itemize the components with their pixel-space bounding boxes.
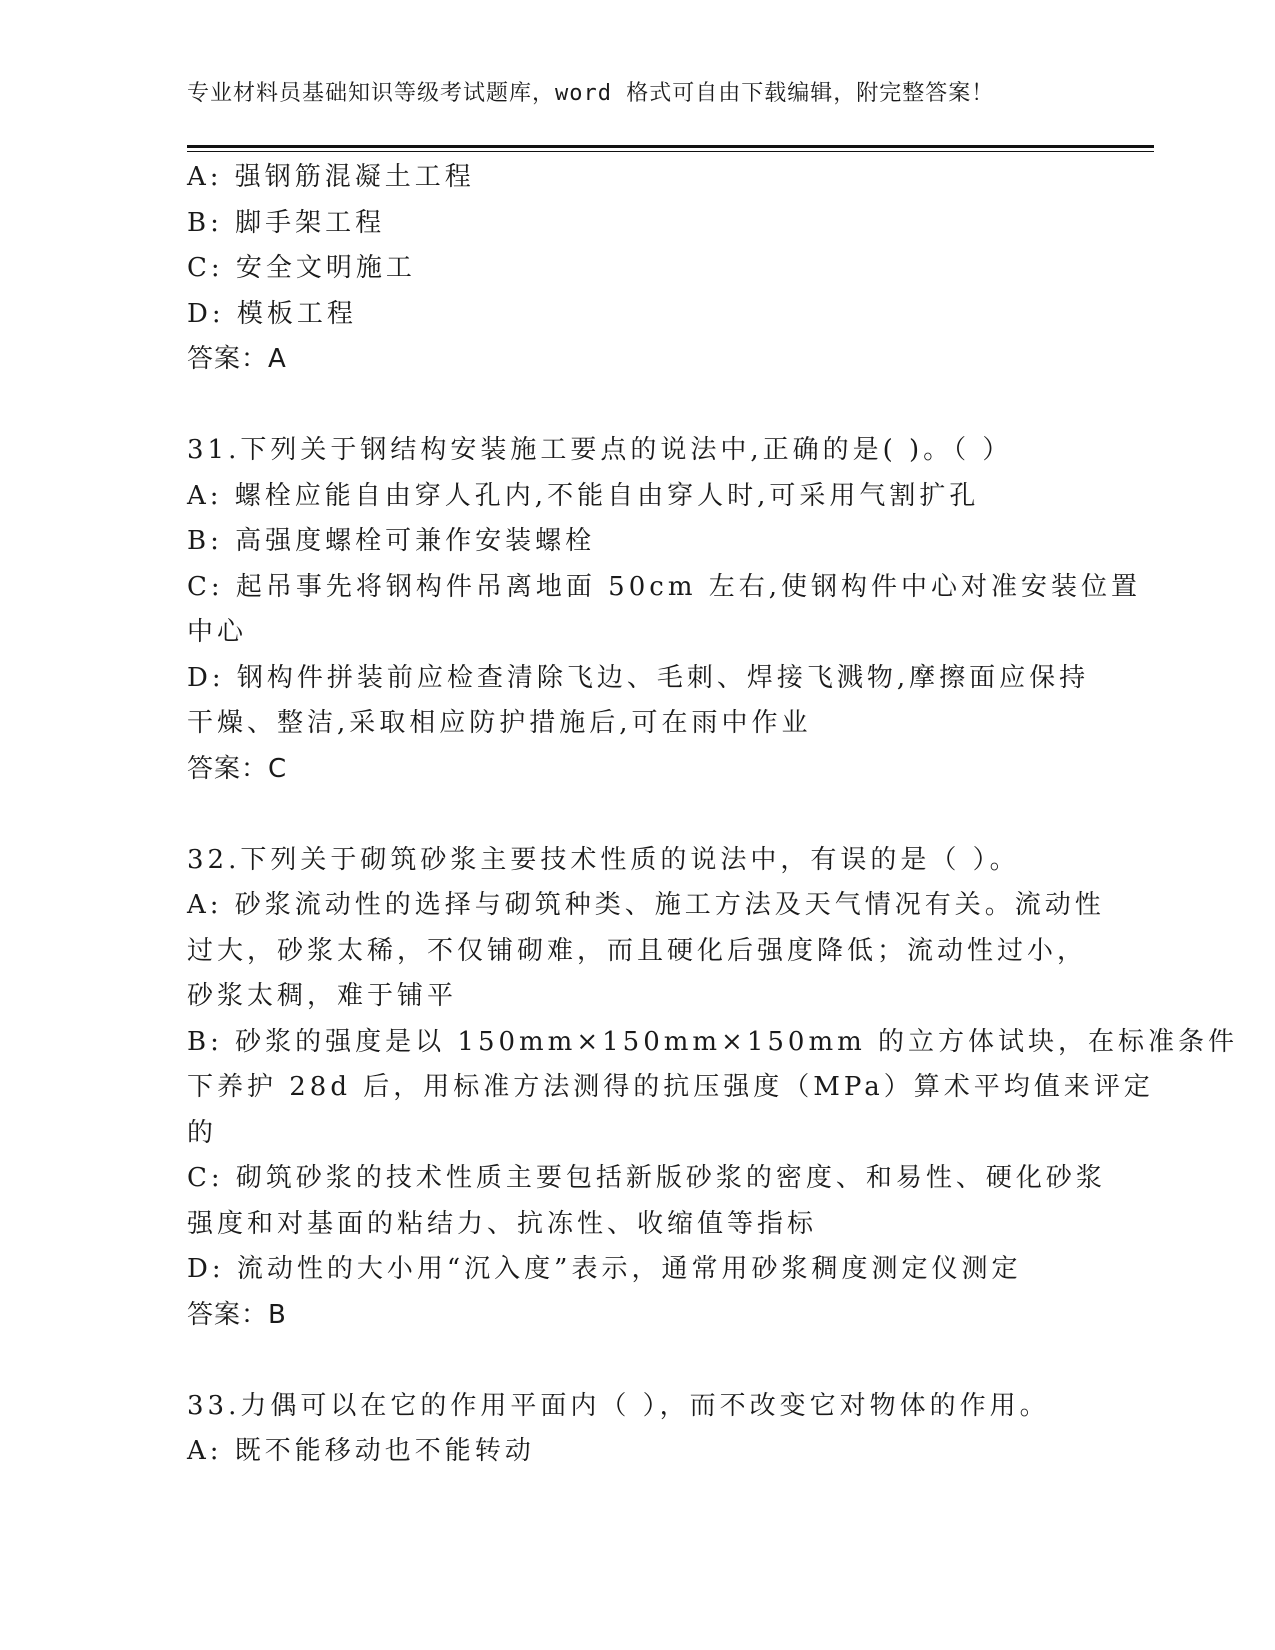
option-b: B: 高强度螺栓可兼作安装螺栓 xyxy=(187,526,596,556)
option-c-continued: 强度和对基面的粘结力、抗冻性、收缩值等指标 xyxy=(187,1208,818,1239)
spacer xyxy=(187,1338,1087,1384)
question-33 xyxy=(187,1384,1087,1475)
question-text: 33.力偶可以在它的作用平面内（ ），而不改变它对物体的作用。 xyxy=(187,1390,1050,1421)
question-text: 31.下列关于钢结构安装施工要点的说法中,正确的是( )。（ ） xyxy=(187,435,1013,465)
question-31 xyxy=(187,428,1142,792)
option-c: C: 安全文明施工 xyxy=(187,253,416,283)
answer-label: 答案：A xyxy=(187,344,287,374)
option-a: A: 既不能移动也不能转动 xyxy=(187,1436,535,1466)
option-b: B: 砂浆的强度是以 150mm×150mm×150mm 的立方体试块，在标准条件 xyxy=(187,1026,1239,1057)
spacer xyxy=(187,792,1087,838)
option-c: C: 起吊事先将钢构件吊离地面 50cm 左右,使钢构件中心对准安装位置 xyxy=(187,571,1142,602)
option-b: B: 脚手架工程 xyxy=(187,207,386,238)
header-rule-thick xyxy=(187,145,1154,148)
answer-label: 答案：B xyxy=(187,1299,287,1330)
spacer xyxy=(187,383,1087,429)
option-d: D: 模板工程 xyxy=(187,298,357,329)
option-c-continued: 中心 xyxy=(187,617,248,647)
option-b-continued: 的 xyxy=(187,1117,218,1148)
option-a-continued: 过大，砂浆太稀，不仅铺砌难，而且硬化后强度降低；流动性过小， xyxy=(187,935,1088,966)
option-d-continued: 干燥、整洁,采取相应防护措施后,可在雨中作业 xyxy=(187,708,812,738)
question-32 xyxy=(187,838,1239,1339)
option-b-continued: 下养护 28d 后，用标准方法测得的抗压强度（MPa）算术平均值来评定 xyxy=(187,1072,1154,1102)
option-a-continued: 砂浆太稠，难于铺平 xyxy=(187,981,458,1011)
option-a: A: 螺栓应能自由穿人孔内,不能自由穿人时,可采用气割扩孔 xyxy=(187,480,980,511)
option-a: A: 砂浆流动性的选择与砌筑种类、施工方法及天气情况有关。流动性 xyxy=(187,890,1105,920)
option-d: D: 流动性的大小用“沉入度”表示，通常用砂浆稠度测定仪测定 xyxy=(187,1254,1022,1284)
header-rule-thin xyxy=(187,151,1154,152)
answer-label: 答案：C xyxy=(187,753,288,784)
question-text: 32.下列关于砌筑砂浆主要技术性质的说法中，有误的是（ ）。 xyxy=(187,844,1020,875)
question-content xyxy=(187,155,1239,1475)
option-c: C: 砌筑砂浆的技术性质主要包括新版砂浆的密度、和易性、硬化砂浆 xyxy=(187,1163,1106,1193)
page-header: 专业材料员基础知识等级考试题库，word 格式可自由下载编辑，附完整答案！ xyxy=(187,81,995,106)
question-30 xyxy=(187,155,1087,383)
option-d: D: 钢构件拼装前应检查清除飞边、毛刺、焊接飞溅物,摩擦面应保持 xyxy=(187,662,1090,693)
option-a: A: 强钢筋混凝土工程 xyxy=(187,162,475,192)
